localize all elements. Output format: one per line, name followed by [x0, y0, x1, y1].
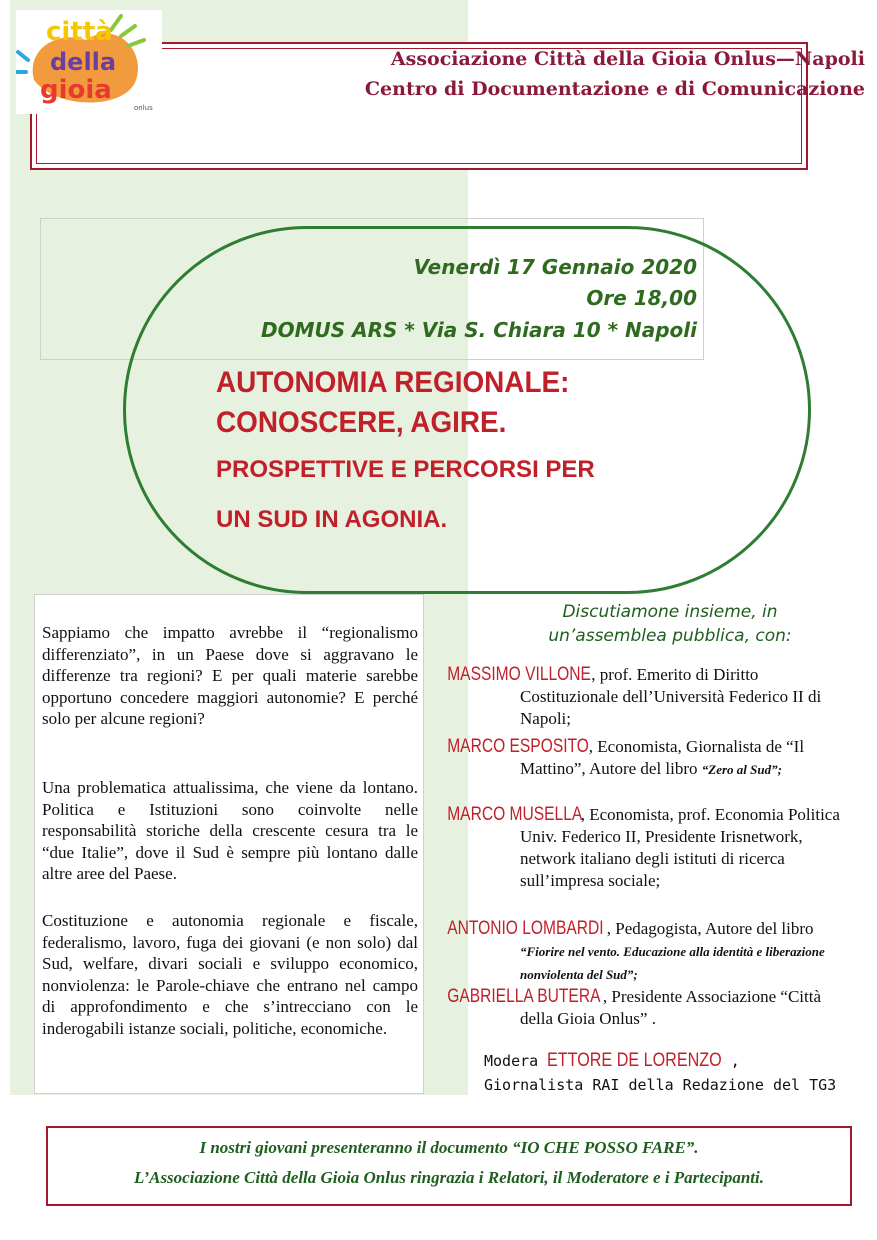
citta-della-gioia-logo — [16, 10, 162, 114]
speaker-description: , Economista, prof. Economia Politica Univ. Federico II, Presidente Irisnetwork, network italiano degli istituti di ricerca sull’impresa sociale; — [520, 805, 840, 890]
speaker-name: MARCO MUSELLA — [447, 804, 583, 825]
speaker-description: , Pedagogista, Autore del libro — [606, 919, 814, 938]
logo-word-2: della — [50, 48, 117, 76]
event-time: Ore 18,00 — [586, 286, 697, 310]
speaker-book-title: “Fiorire nel vento. Educazione alla identità e liberazione nonviolenta del Sud”; — [520, 944, 825, 982]
speaker-description: , prof. Emerito di Diritto Costituzionale dell’Università Federico II di Napoli; — [520, 665, 822, 728]
speaker-name: MASSIMO VILLONE — [447, 664, 591, 685]
speaker-description: , Presidente Associazione “Città della Gioia Onlus” . — [520, 987, 822, 1028]
speaker-item — [447, 986, 852, 1030]
subtitle-line-1: PROSPETTIVE E PERCORSI PER — [216, 456, 595, 483]
speaker-name: ANTONIO LOMBARDI — [447, 918, 604, 939]
speaker-name: MARCO ESPOSITO — [447, 736, 589, 757]
speaker-name: GABRIELLA BUTERA — [447, 986, 601, 1007]
main-title-line-2: CONOSCERE, AGIRE. — [216, 406, 507, 439]
description-paragraph-1: Sappiamo che impatto avrebbe il “regionalismo differenziato”, in un Paese dove si aggravano le differenze tra regioni? E per quali materie sarebbe opportuno concedere maggiori autonomie? E perché solo per alcune regioni? — [42, 623, 418, 728]
event-date: Venerdì 17 Gennaio 2020 — [413, 255, 697, 279]
footer-line-1: I nostri giovani presenteranno il documento “IO CHE POSSO FARE”. — [199, 1138, 699, 1157]
moderator-description: , Giornalista RAI della Redazione del TG3 — [484, 1052, 837, 1094]
speaker-item — [447, 736, 852, 781]
description-paragraph-3: Costituzione e autonomia regionale e fiscale, federalismo, lavoro, fuga dei giovani (e non solo) dal Sud, welfare, divari sociali e sviluppo economico, nonviolenza: le Parole-chiave che entrano nel campo di approfondimento e che s’intrecciano con le inderogabili istanze sociali, politiche, economiche. — [42, 911, 418, 1038]
moderator-line — [484, 1049, 844, 1097]
speaker-item — [447, 664, 852, 730]
discussion-intro-line-1: Discutiamone insieme, in — [562, 602, 778, 622]
logo-word-4: onlus — [134, 104, 153, 112]
footer-line-2: L’Associazione Città della Gioia Onlus ringrazia i Relatori, il Moderatore e i Partecipanti. — [134, 1168, 764, 1187]
main-title-line-1: AUTONOMIA REGIONALE: — [216, 366, 570, 399]
speaker-description: , Economista, Giornalista de “Il Mattino”, Autore del libro — [520, 737, 805, 778]
header-center-name: Centro di Documentazione e di Comunicazione — [364, 78, 865, 100]
logo-word-3: gioia — [40, 75, 112, 105]
speaker-item — [447, 918, 852, 986]
moderator-name: ETTORE DE LORENZO — [547, 1050, 722, 1071]
speaker-book-title: “Zero al Sud”; — [701, 762, 782, 777]
event-place: DOMUS ARS * Via S. Chiara 10 * Napoli — [261, 318, 697, 342]
header-association-name: Associazione Città della Gioia Onlus—Napoli — [390, 48, 865, 70]
discussion-intro-line-2: un’assemblea pubblica, con: — [548, 626, 792, 646]
subtitle-line-2: UN SUD IN AGONIA. — [216, 506, 448, 533]
description-paragraph-2: Una problematica attualissima, che viene da lontano. Politica e Istituzioni sono coinvolte nelle responsabilità storiche della crescente cesura tra le “due Italie”, dove il Sud è sempre più lontano dalle altre aree del Paese. — [42, 778, 418, 883]
logo-word-1: città — [46, 17, 113, 47]
moderator-prefix: Modera — [484, 1052, 548, 1070]
speaker-item — [447, 804, 852, 892]
